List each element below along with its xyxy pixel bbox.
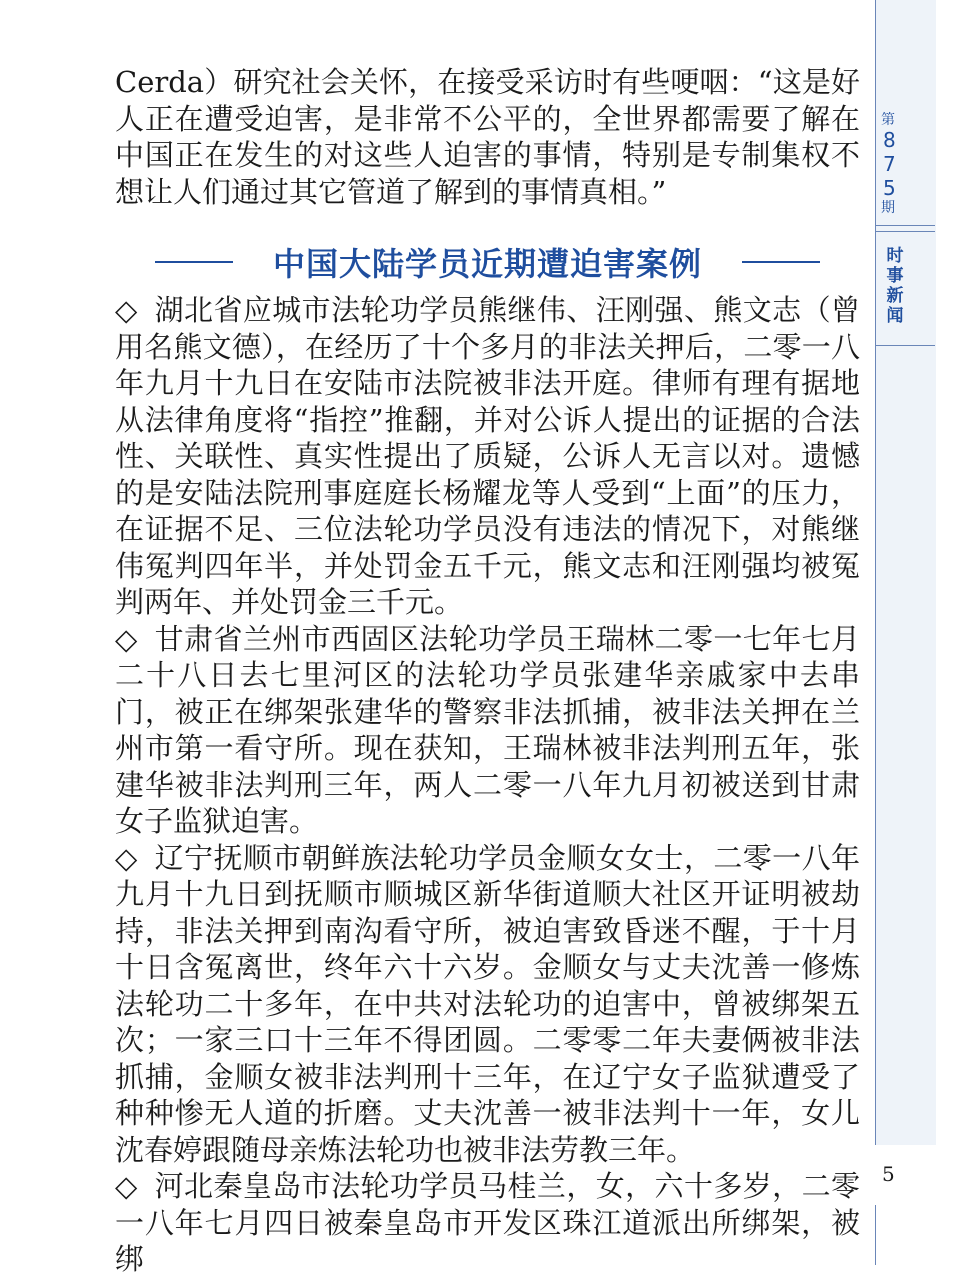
case-text: 湖北省应城市法轮功学员熊继伟、汪刚强、熊文志（曾用名熊文德），在经历了十个多月的非法关押后，二零一八年九月十九日在安陆市法院被非法开庭。律师有理有据地从法律角度将“指控”推翻，并对公诉人提出的证据的合法性、关联性、真实性提出了质疑，公诉人无言以对。遗憾的是安陆法院刑事庭庭长杨耀龙等人受到“上面”的压力，在证据不足、三位法轮功学员没有违法的情况下，对熊继伟冤判四年半，并处罚金五千元，熊文志和汪刚强均被冤判两年、并处罚金三千元。 bbox=[115, 293, 861, 619]
issue-number bbox=[875, 112, 935, 216]
diamond-bullet-icon: ◇ bbox=[115, 1169, 138, 1203]
case-text: 甘肃省兰州市西固区法轮功学员王瑞林二零一七年七月二十八日去七里河区的法轮功学员张建华亲戚家中去串门，被正在绑架张建华的警察非法抓捕，被非法关押在兰州市第一看守所。现在获知，王瑞林被非法判刑五年，张建华被非法判刑三年，两人二零一八年九月初被送到甘肃女子监狱迫害。 bbox=[115, 621, 861, 838]
issue-prefix: 第 bbox=[881, 112, 895, 128]
section-tag bbox=[882, 246, 908, 326]
sidebar-divider bbox=[875, 231, 935, 232]
heading-rule-left bbox=[155, 261, 233, 263]
case-text: 辽宁抚顺市朝鲜族法轮功学员金顺女女士，二零一八年九月十九日到抚顺市顺城区新华街道顺大社区开证明被劫持，非法关押到南沟看守所，被迫害致昏迷不醒，于十月十日含冤离世，终年六十六岁。金顺女与丈夫沈善一修炼法轮功二十多年，在中共对法轮功的迫害中，曾被绑架五次；一家三口十三年不得团圆。二零零二年夫妻俩被非法抓捕，金顺女被非法判刑十三年，在辽宁女子监狱遭受了种种惨无人道的折磨。丈夫沈善一被非法判十一年，女儿沈春婷跟随母亲炼法轮功也被非法劳教三年。 bbox=[115, 840, 861, 1167]
issue-suffix: 期 bbox=[881, 200, 895, 216]
diamond-bullet-icon: ◇ bbox=[115, 621, 138, 656]
sidebar-divider bbox=[875, 225, 935, 226]
diamond-bullet-icon: ◇ bbox=[115, 293, 138, 327]
intro-text-block bbox=[115, 64, 860, 210]
issue-digit: 5 bbox=[883, 176, 896, 200]
diamond-bullet-icon: ◇ bbox=[115, 840, 138, 875]
heading-rule-right bbox=[742, 261, 820, 263]
section-tag-char: 时 bbox=[886, 246, 904, 266]
sidebar-divider bbox=[875, 345, 935, 346]
section-tag-char: 事 bbox=[886, 266, 904, 286]
case-text: 河北秦皇岛市法轮功学员马桂兰，女，六十多岁，二零一八年七月四日被秦皇岛市开发区珠江道派出所绑架，被绑 bbox=[115, 1169, 861, 1276]
case-item bbox=[115, 292, 860, 621]
intro-paragraph: Cerda）研究社会关怀，在接受采访时有些哽咽：“这是好人正在遭受迫害，是非常不公平的，全世界都需要了解在中国正在发生的对这些人迫害的事情，特别是专制集权不想让人们通过其它管道了解到的事情真相。” bbox=[115, 65, 860, 209]
case-item bbox=[115, 1168, 860, 1278]
case-item bbox=[115, 840, 860, 1169]
issue-digit: 8 bbox=[883, 128, 896, 152]
side-margin-rule bbox=[875, 1205, 876, 1265]
case-item bbox=[115, 621, 860, 840]
issue-digit: 7 bbox=[883, 152, 896, 176]
section-tag-char: 新 bbox=[886, 286, 904, 306]
page-number: 5 bbox=[882, 1162, 895, 1186]
case-list bbox=[115, 292, 860, 1278]
section-tag-char: 闻 bbox=[886, 306, 904, 326]
section-heading bbox=[115, 238, 860, 286]
section-title: 中国大陆学员近期遭迫害案例 bbox=[272, 245, 702, 283]
